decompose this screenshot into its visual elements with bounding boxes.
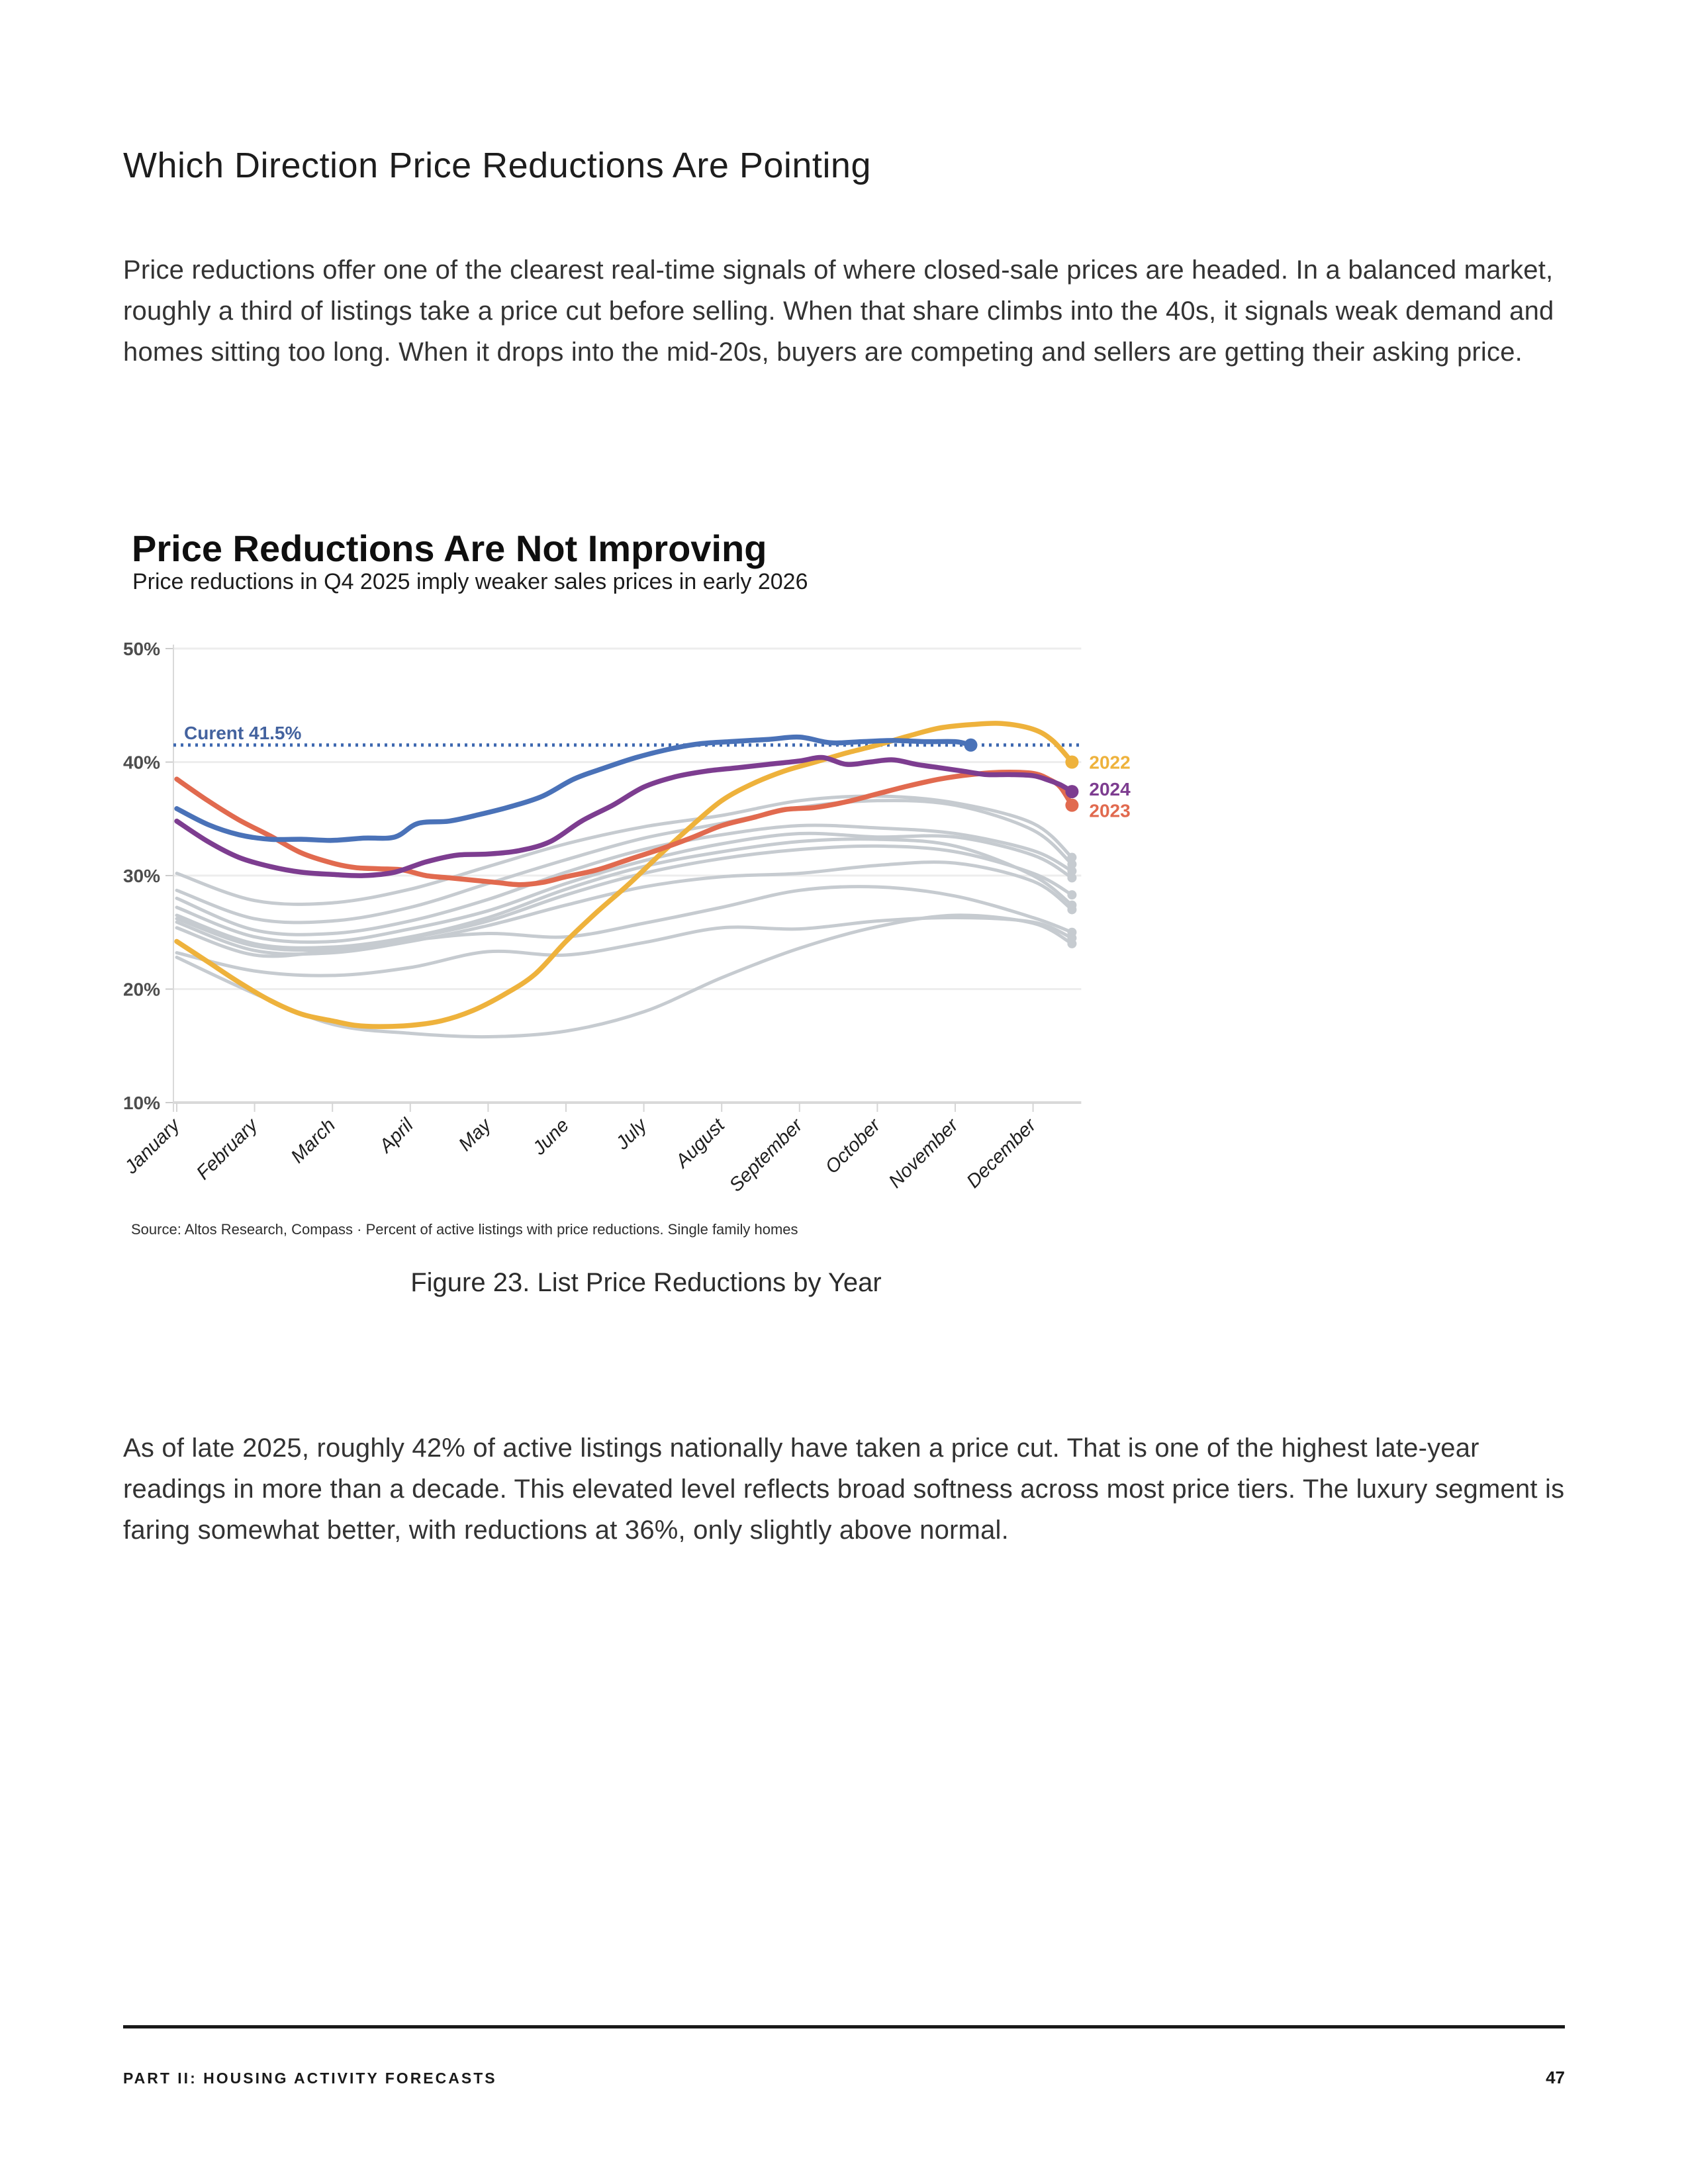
svg-text:40%: 40% [123,752,160,773]
footer-page-number: 47 [1546,2068,1565,2087]
price-reductions-line-chart [123,629,1169,1199]
y-axis-labels [123,639,160,1113]
historical-year-lines [177,796,1076,1037]
svg-text:July: July [612,1115,651,1154]
svg-text:30%: 30% [123,866,160,886]
chart-source-note: Source: Altos Research, Compass · Percent of active listings with price reductions. Single family homes [131,1221,798,1238]
svg-text:50%: 50% [123,639,160,659]
svg-text:Curent 41.5%: Curent 41.5% [184,722,302,743]
svg-text:September: September [725,1115,807,1197]
intro-paragraph: Price reductions offer one of the clearest real-time signals of where closed-sale prices are headed. In a balanced market, roughly a third of listings take a price cut before selling. When that share climbs into the 40s, it signals weak demand and homes sitting too long. When it drops into the mid-20s, buyers are competing and sellers are getting their asking price. [123,255,1554,367]
figure-caption: Figure 23. List Price Reductions by Year [410,1268,882,1297]
footer-divider [123,2025,1565,2028]
svg-text:March: March [287,1115,340,1167]
svg-text:10%: 10% [123,1093,160,1113]
series-end-labels [1089,752,1131,821]
series-label-2022: 2022 [1089,752,1131,773]
svg-text:20%: 20% [123,979,160,1000]
svg-text:August: August [671,1115,729,1172]
figure-23-chart [123,629,1169,1199]
svg-text:January: January [123,1115,184,1178]
series-label-2023: 2023 [1089,800,1131,821]
analysis-paragraph: As of late 2025, roughly 42% of active listings nationally have taken a price cut. That is one of the highest late-year readings in more than a decade. This elevated level reflects broad softness across most price tiers. The luxury segment is faring somewhat better, with reductions at 36%, only slightly above normal. [123,1433,1565,1545]
chart-subtitle: Price reductions in Q4 2025 imply weaker sales prices in early 2026 [132,569,808,594]
svg-text:October: October [821,1115,885,1178]
series-label-2024: 2024 [1089,779,1131,800]
chart-title: Price Reductions Are Not Improving [132,527,767,570]
svg-text:June: June [528,1115,573,1160]
page-heading: Which Direction Price Reductions Are Pointing [123,146,872,186]
x-axis-labels [123,1114,1041,1196]
svg-text:April: April [375,1115,418,1157]
svg-text:May: May [454,1115,496,1156]
page-footer [123,2068,1565,2088]
svg-text:November: November [884,1115,962,1193]
footer-section-title: PART II: HOUSING ACTIVITY FORECASTS [123,2070,497,2087]
svg-text:December: December [962,1115,1041,1193]
svg-text:February: February [192,1115,262,1185]
